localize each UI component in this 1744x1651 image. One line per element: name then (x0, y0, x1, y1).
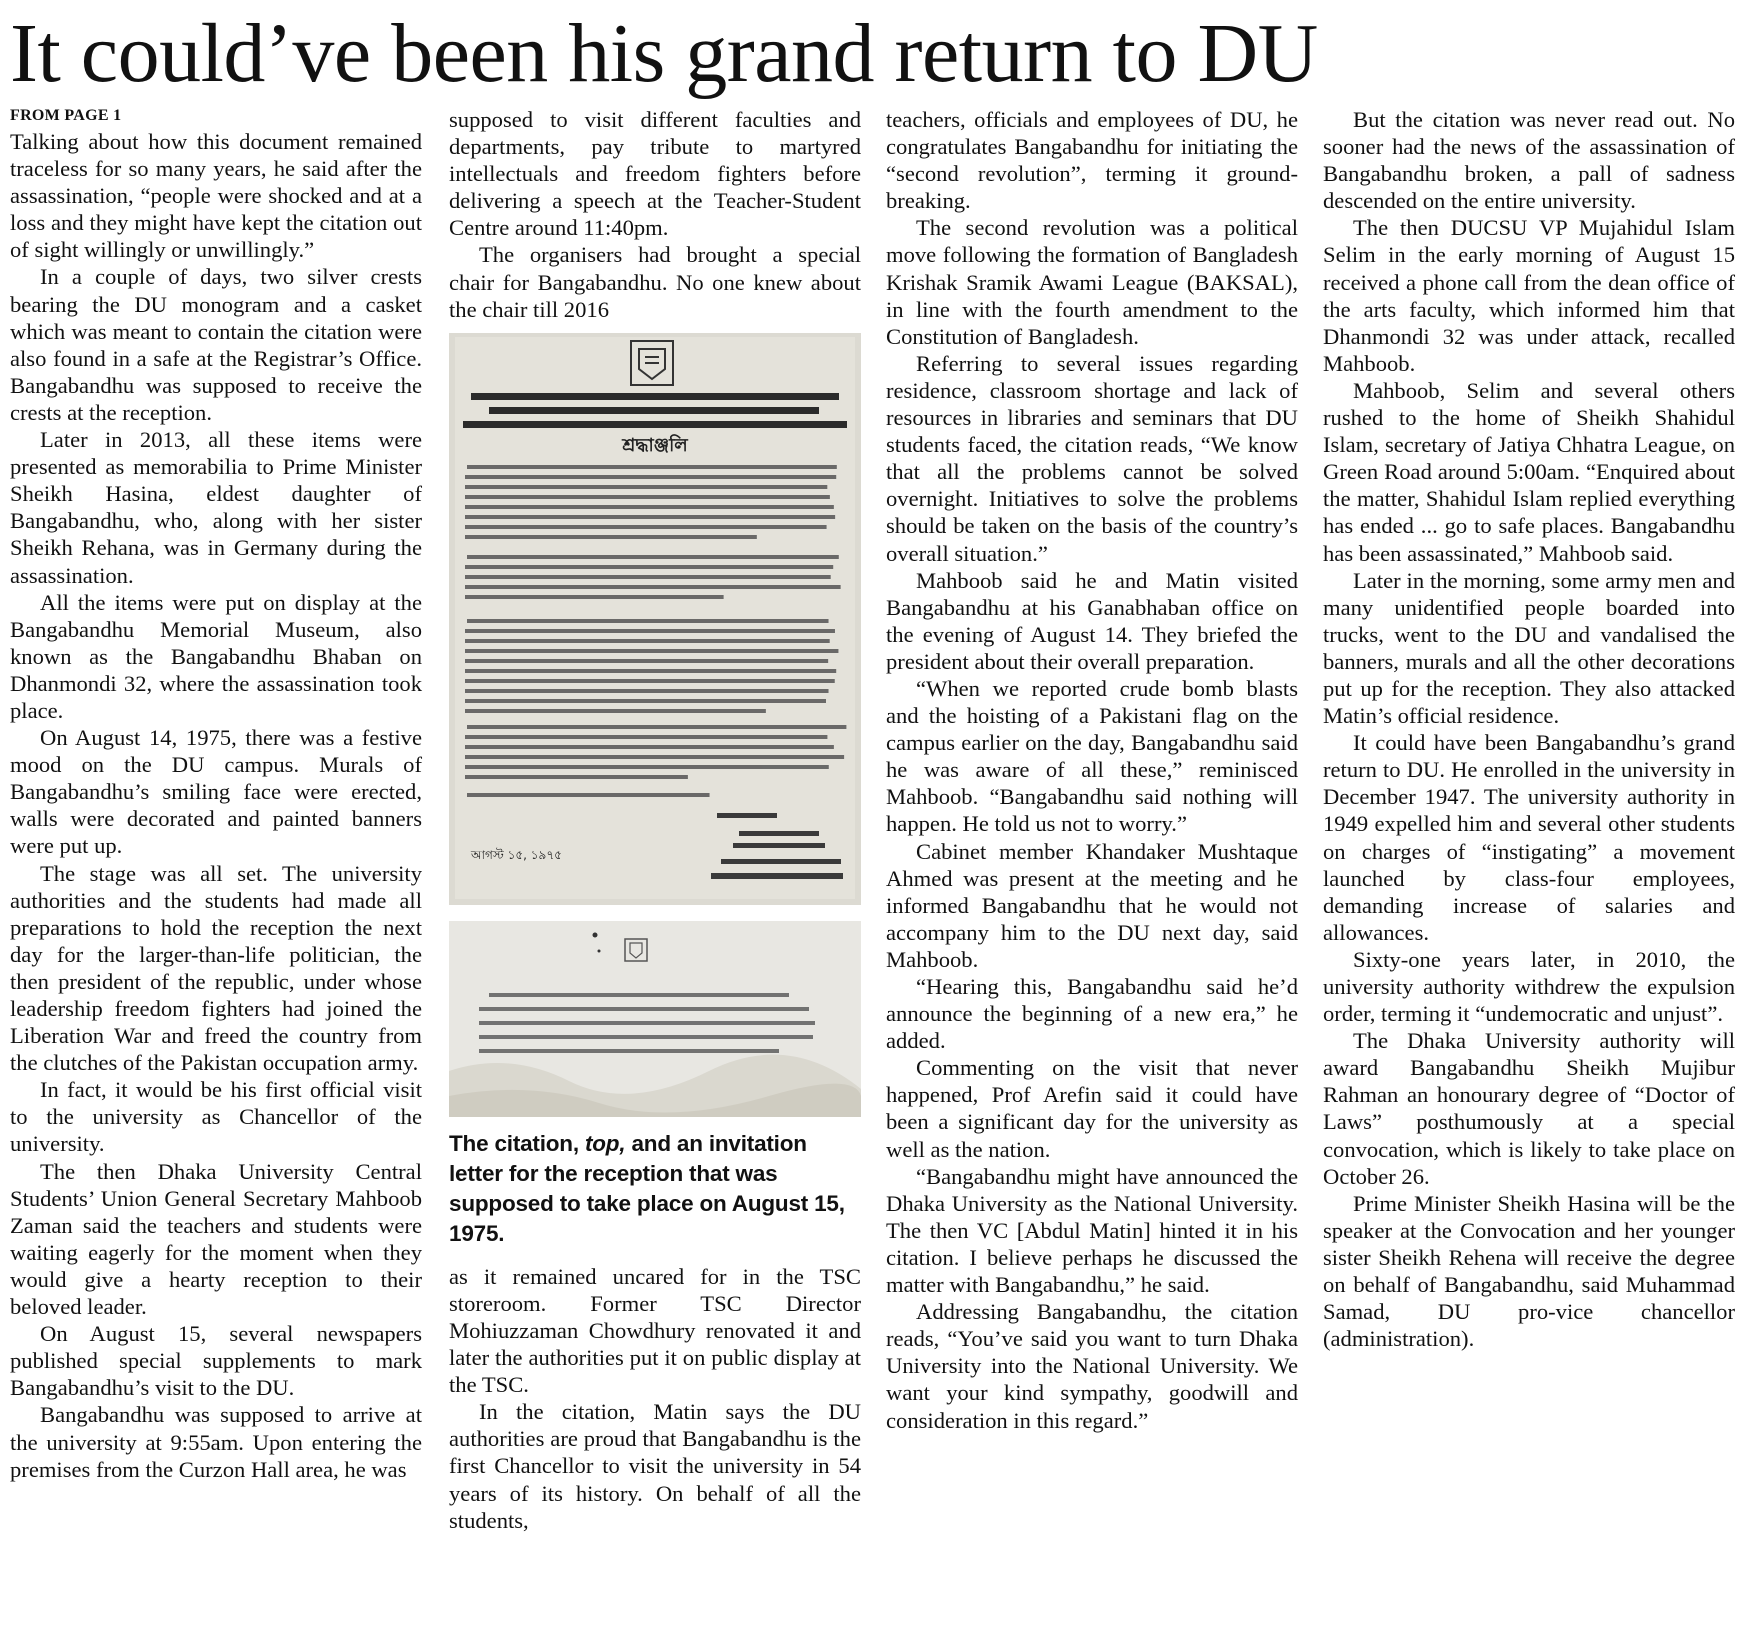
citation-text-line (465, 669, 836, 673)
paragraph: The stage was all set. The university authorities and the students had made all preparations to hold the reception the next day for the larger-than-life politician, the then president of the republic, under whose leadership freedom fighters had joined the Liberation War and freed the country from the clutches of the Pakistan occupation army. (10, 860, 422, 1076)
citation-text-line (465, 595, 724, 599)
citation-text-line (465, 495, 830, 499)
headline: It could’ve been his grand return to DU (10, 7, 1318, 100)
citation-text-line (465, 639, 830, 643)
article-column-2 (449, 106, 861, 1534)
citation-photo (449, 333, 861, 905)
paragraph: In the citation, Matin says the DU authorities are proud that Bangabandhu is the first Chancellor to visit the university in 54 years of its history. On behalf of all the students, (449, 1399, 861, 1533)
paragraph: “When we reported crude bomb blasts and the hoisting of a Pakistani flag on the campus earlier on the day, Bangabandhu said he was aware of all these,” reminisced Mahboob. “Bangabandhu said nothing will happen. He told us not to worry.” (886, 675, 1298, 837)
citation-text-line (465, 585, 841, 589)
paragraph: Talking about how this document remained traceless for so many years, he said after the assassination, “people were shocked and at a loss and they might have kept the citation out of sight willingly or unwillingly.” (10, 129, 422, 263)
paragraph: “Hearing this, Bangabandhu said he’d announce the beginning of a new era,” he added. (886, 974, 1298, 1054)
paragraph: The organisers had brought a special chair for Bangabandhu. No one knew about the chair till 2016 (449, 242, 861, 322)
paragraph: supposed to visit different faculties and departments, pay tribute to martyred intellectuals and freedom fighters before delivering a speech at the Teacher-Student Centre around 11:40pm. (449, 107, 861, 241)
paragraph: But the citation was never read out. No sooner had the news of the assassination of Bangabandhu broken, a pall of sadness descended on the entire university. (1323, 107, 1735, 214)
paragraph: On August 14, 1975, there was a festive mood on the DU campus. Murals of Bangabandhu’s smiling face were erected, walls were decorated and painted banners were put up. (10, 725, 422, 859)
citation-text-line (465, 649, 838, 653)
newspaper-page (10, 8, 1734, 1643)
paragraph: All the items were put on display at the Bangabandhu Memorial Museum, also known as the Bangabandhu Bhaban on Dhanmondi 32, where the assassination took place. (10, 589, 422, 723)
paragraph: It could have been Bangabandhu’s grand return to DU. He enrolled in the university in December 1947. The university authority in 1949 expelled him and several other students on charges of “instigating” a movement launched by class-four employees, demanding increase of salaries and allowances. (1323, 730, 1735, 945)
citation-text-line (465, 765, 829, 769)
citation-text-line (465, 575, 831, 579)
citation-text-line (465, 755, 844, 759)
article-column-1 (10, 106, 422, 1483)
paragraph: Mahboob, Selim and several others rushed to the home of Sheikh Shahidul Islam, secretary of Jatiya Chhatra League, on Green Road around 5:00am. “Enquired about the matter, Shahidul Islam replied everything has ended ... go to safe places. Bangabandhu has been assassinated,” Mahboob said. (1323, 377, 1735, 566)
citation-text-line (465, 745, 834, 749)
citation-text-line (465, 505, 834, 509)
invitation-letter-photo (449, 921, 861, 1117)
citation-text-line (465, 485, 827, 489)
citation-text-line (465, 525, 827, 529)
citation-text-line (465, 689, 829, 693)
paragraph: Prime Minister Sheikh Hasina will be the speaker at the Convocation and her younger sister Sheikh Rehena will receive the degree on behalf of Bangabandhu, said Muhammad Samad, DU pro-vice chancellor (administration). (1323, 1190, 1735, 1352)
paragraph: Cabinet member Khandaker Mushtaque Ahmed was present at the meeting and he informed Bangabandhu that he would not accompany him to the DU next day, said Mahboob. (886, 838, 1298, 972)
paragraph: On August 15, several newspapers published special supplements to mark Bangabandhu’s visit to the DU. (10, 1321, 422, 1401)
paragraph: Mahboob said he and Matin visited Bangabandhu at his Ganabhaban office on the evening of August 14. They briefed the president about their overall preparation. (886, 567, 1298, 674)
citation-heading: শ্রদ্ধাঞ্জলি (622, 434, 688, 456)
paragraph: The then Dhaka University Central Students’ Union General Secretary Mahboob Zaman said the teachers and students were waiting eagerly for the moment when they would give a hearty reception to their beloved leader. (10, 1158, 422, 1320)
citation-text-line (465, 699, 826, 703)
paragraph: Later in 2013, all these items were presented as memorabilia to Prime Minister Sheikh Hasina, eldest daughter of Bangabandhu, who, along with her sister Sheikh Rehana, was in Germany during the assassination. (10, 427, 422, 588)
citation-text-line (465, 515, 835, 519)
citation-text-line (465, 775, 688, 779)
paragraph: The Dhaka University authority will award Bangabandhu Sheikh Mujibur Rahman an honourary degree of “Doctor of Laws” posthumously at a special convocation, which is likely to take place on October 26. (1323, 1028, 1735, 1189)
paragraph: Commenting on the visit that never happened, Prof Arefin said it could have been a significant day for the university as well as the nation. (886, 1055, 1298, 1162)
citation-text-line (465, 565, 833, 569)
citation-text-line (467, 793, 710, 797)
paragraph: Referring to several issues regarding residence, classroom shortage and lack of resources in libraries and seminars that DU students faced, the citation reads, “We know that all the problems cannot be solved overnight. Initiatives to solve the problems should be taken on the basis of the country’s overall situation.” (886, 350, 1298, 566)
citation-text-line (465, 475, 836, 479)
paragraph: teachers, officials and employees of DU, he congratulates Bangabandhu for initiating the “second revolution”, terming it ground-breaking. (886, 107, 1298, 214)
citation-text-line (467, 725, 846, 729)
citation-text-line (465, 735, 827, 739)
citation-text-line (467, 555, 839, 559)
paragraph: In a couple of days, two silver crests bearing the DU monogram and a casket which was meant to contain the citation were also found in a safe at the Registrar’s Office. Bangabandhu was supposed to receive the crests at the reception. (10, 264, 422, 425)
article-column-3 (886, 106, 1298, 1434)
citation-text-line (465, 629, 835, 633)
citation-text-line (465, 679, 835, 683)
citation-text-line (465, 709, 766, 713)
paragraph: Addressing Bangabandhu, the citation reads, “You’ve said you want to turn Dhaka University into the National University. We want your kind sympathy, goodwill and consideration in this regard.” (886, 1299, 1298, 1433)
photo-caption: The citation, top, and an invitation letter for the reception that was supposed to take place on August 15, 1975. (449, 1130, 845, 1246)
citation-text-line (467, 465, 837, 469)
article-column-4 (1323, 106, 1735, 1352)
paragraph: “Bangabandhu might have announced the Dhaka University as the National University. The then VC [Abdul Matin] hinted it in his citation. I believe perhaps he discussed the matter with Bangabandhu,” he said. (886, 1163, 1298, 1298)
paragraph: The second revolution was a political move following the formation of Bangladesh Krishak Sramik Awami League (BAKSAL), in line with the fourth amendment to the Constitution of Bangladesh. (886, 215, 1298, 349)
citation-text-line (465, 535, 757, 539)
paragraph: Sixty-one years later, in 2010, the university authority withdrew the expulsion order, terming it “undemocratic and unjust”. (1323, 946, 1735, 1027)
jump-label: FROM PAGE 1 (10, 107, 122, 124)
paragraph: Bangabandhu was supposed to arrive at the university at 9:55am. Upon entering the premises from the Curzon Hall area, he was (10, 1402, 422, 1482)
paragraph: The then DUCSU VP Mujahidul Islam Selim in the early morning of August 15 received a phone call from the dean office of the arts faculty, which informed him that Dhanmondi 32 was under attack, recalled Mahboob. (1323, 215, 1735, 376)
citation-text-line (467, 619, 829, 623)
citation-text-line (465, 659, 828, 663)
paragraph: In fact, it would be his first official visit to the university as Chancellor of the university. (10, 1077, 422, 1157)
citation-date: আগস্ট ১৫, ১৯৭৫ (471, 847, 562, 862)
paragraph: Later in the morning, some army men and many unidentified people boarded into trucks, went to the DU and vandalised the banners, murals and all the other decorations put up for the reception. They also attacked Matin’s official residence. (1323, 567, 1735, 729)
paragraph: as it remained uncared for in the TSC storeroom. Former TSC Director Mohiuzzaman Chowdhury renovated it and later the authorities put it on public display at the TSC. (449, 1263, 861, 1398)
